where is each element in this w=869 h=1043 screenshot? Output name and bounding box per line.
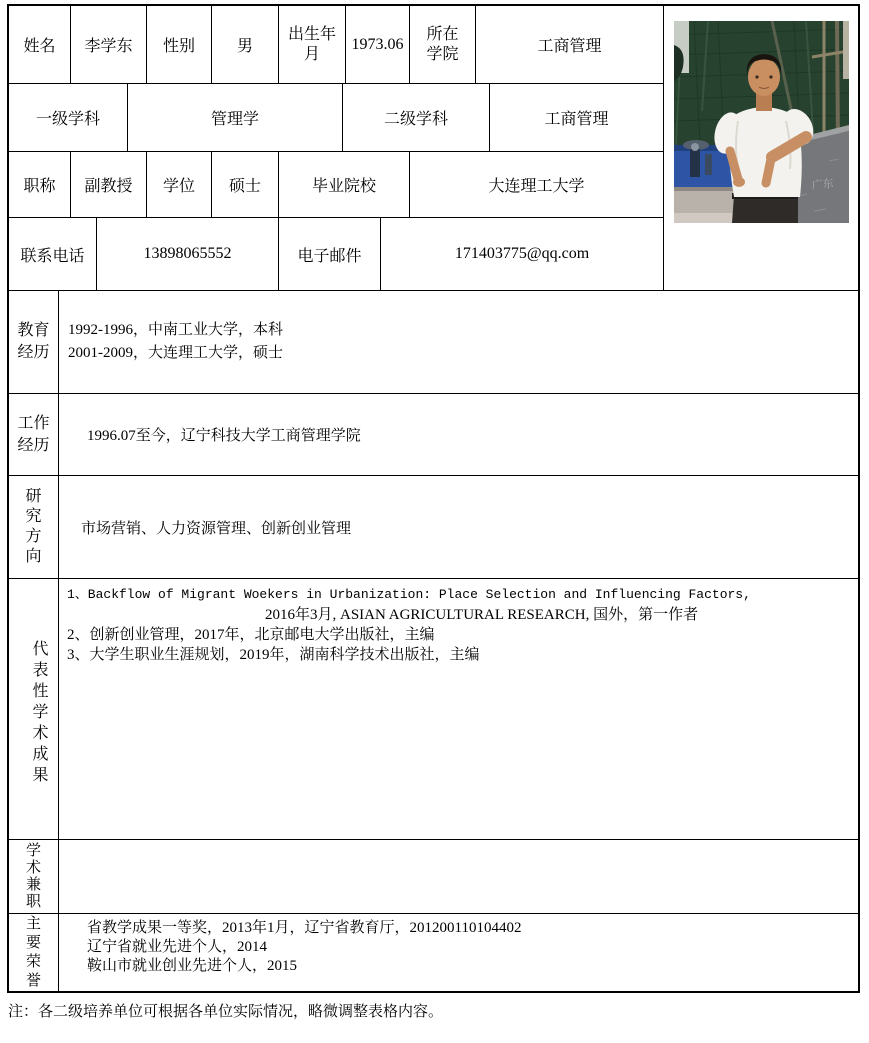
achievement-line: 1、Backflow of Migrant Woekers in Urbanization: Place Selection and Influencing Factors, <box>67 587 751 602</box>
row-name-gender-birth-college <box>9 6 663 84</box>
honor-line: 鞍山市就业创业先进个人，2015 <box>87 958 298 974</box>
college-label-cell <box>410 6 476 83</box>
achievements-content <box>59 579 858 839</box>
profile-table <box>7 4 860 993</box>
honors-content <box>59 914 858 991</box>
achievements-label: 代表性学术成果 <box>32 640 49 784</box>
research-label: 研究方向 <box>25 488 42 565</box>
title-label-cell <box>9 152 71 217</box>
degree-label-cell <box>147 152 212 217</box>
school-label-cell <box>279 152 410 217</box>
phone-label-cell <box>9 218 97 290</box>
birth-label: 出生年月 <box>287 25 336 63</box>
research-content <box>59 476 858 578</box>
profile-photo <box>674 21 849 223</box>
research-label-cell <box>9 476 59 578</box>
second-discipline-value-cell <box>490 84 663 151</box>
row-honors <box>9 913 858 991</box>
degree-label: 学位 <box>162 178 195 195</box>
school-value-cell <box>410 152 663 217</box>
phone-value-cell <box>97 218 279 290</box>
work-content <box>59 394 858 475</box>
row-disciplines <box>9 84 663 152</box>
title-label: 职称 <box>23 178 56 195</box>
first-discipline-value: 管理学 <box>210 111 259 128</box>
work-line: 1996.07至今，辽宁科技大学工商管理学院 <box>87 428 361 444</box>
first-discipline-value-cell <box>128 84 343 151</box>
parttime-label-cell <box>9 840 59 913</box>
row-contact <box>9 218 663 290</box>
phone-label: 联系电话 <box>20 247 85 265</box>
research-line: 市场营销、人力资源管理、创新创业管理 <box>81 520 352 537</box>
stone-inscription: 广东 <box>810 177 834 192</box>
honor-line: 辽宁省就业先进个人，2014 <box>87 939 268 955</box>
education-label: 教育经历 <box>17 322 50 361</box>
college-value-cell <box>476 6 663 83</box>
education-line: 2001-2009，大连理工大学，硕士 <box>68 345 283 361</box>
first-discipline-label-cell <box>9 84 128 151</box>
second-discipline-label-cell <box>343 84 490 151</box>
gender-value-cell <box>212 6 279 83</box>
second-discipline-value: 工商管理 <box>544 111 609 128</box>
name-value: 李学东 <box>84 38 133 55</box>
email-value-cell <box>381 218 663 290</box>
title-value: 副教授 <box>84 178 133 195</box>
gender-value: 男 <box>236 38 253 55</box>
honors-label: 主要荣誉 <box>25 915 41 989</box>
first-discipline-label: 一级学科 <box>35 111 100 128</box>
parttime-label: 学术兼职 <box>25 842 41 910</box>
phone-value: 13898065552 <box>143 245 232 262</box>
college-value: 工商管理 <box>537 38 602 55</box>
second-discipline-label: 二级学科 <box>383 111 448 128</box>
education-content <box>59 291 858 393</box>
work-label-cell <box>9 394 59 475</box>
row-achievements <box>9 578 858 839</box>
row-academic-parttime <box>9 839 858 913</box>
basic-info-grid <box>9 6 663 290</box>
achievement-line: 2、创新创业管理，2017年，北京邮电大学出版社，主编 <box>67 627 435 643</box>
birth-label-cell <box>279 6 346 83</box>
email-label: 电子邮件 <box>297 247 362 265</box>
school-value: 大连理工大学 <box>488 178 585 195</box>
college-label: 所在学院 <box>426 25 459 63</box>
footnote: 注：各二级培养单位可根据各单位实际情况，略微调整表格内容。 <box>8 1004 444 1020</box>
photo-cell <box>663 6 858 290</box>
school-label: 毕业院校 <box>311 178 376 195</box>
title-value-cell <box>71 152 147 217</box>
row-research <box>9 475 858 578</box>
gender-label-cell <box>147 6 212 83</box>
email-value: 171403775@qq.com <box>454 245 590 262</box>
row-education <box>9 290 858 393</box>
achievement-line: 3、大学生职业生涯规划，2019年，湖南科学技术出版社，主编 <box>67 647 480 663</box>
name-label: 姓名 <box>23 38 56 55</box>
degree-value-cell <box>212 152 279 217</box>
education-line: 1992-1996，中南工业大学，本科 <box>68 322 283 338</box>
row-work <box>9 393 858 475</box>
birth-value-cell <box>346 6 410 83</box>
achievements-label-cell <box>9 579 59 839</box>
parttime-content <box>59 840 858 913</box>
achievement-line: 2016年3月, ASIAN AGRICULTURAL RESEARCH, 国外，第一作者 <box>265 607 699 623</box>
email-label-cell <box>279 218 381 290</box>
education-label-cell <box>9 291 59 393</box>
gender-label: 性别 <box>162 38 195 55</box>
row-title-degree-school <box>9 152 663 218</box>
name-label-cell <box>9 6 71 83</box>
degree-value: 硕士 <box>228 178 261 195</box>
work-label: 工作经历 <box>17 414 50 454</box>
honor-line: 省教学成果一等奖，2013年1月，辽宁省教育厅，201200110104402 <box>87 920 522 936</box>
name-value-cell <box>71 6 147 83</box>
birth-value: 1973.06 <box>351 35 404 53</box>
honors-label-cell <box>9 914 59 991</box>
basic-info-section <box>9 6 858 290</box>
